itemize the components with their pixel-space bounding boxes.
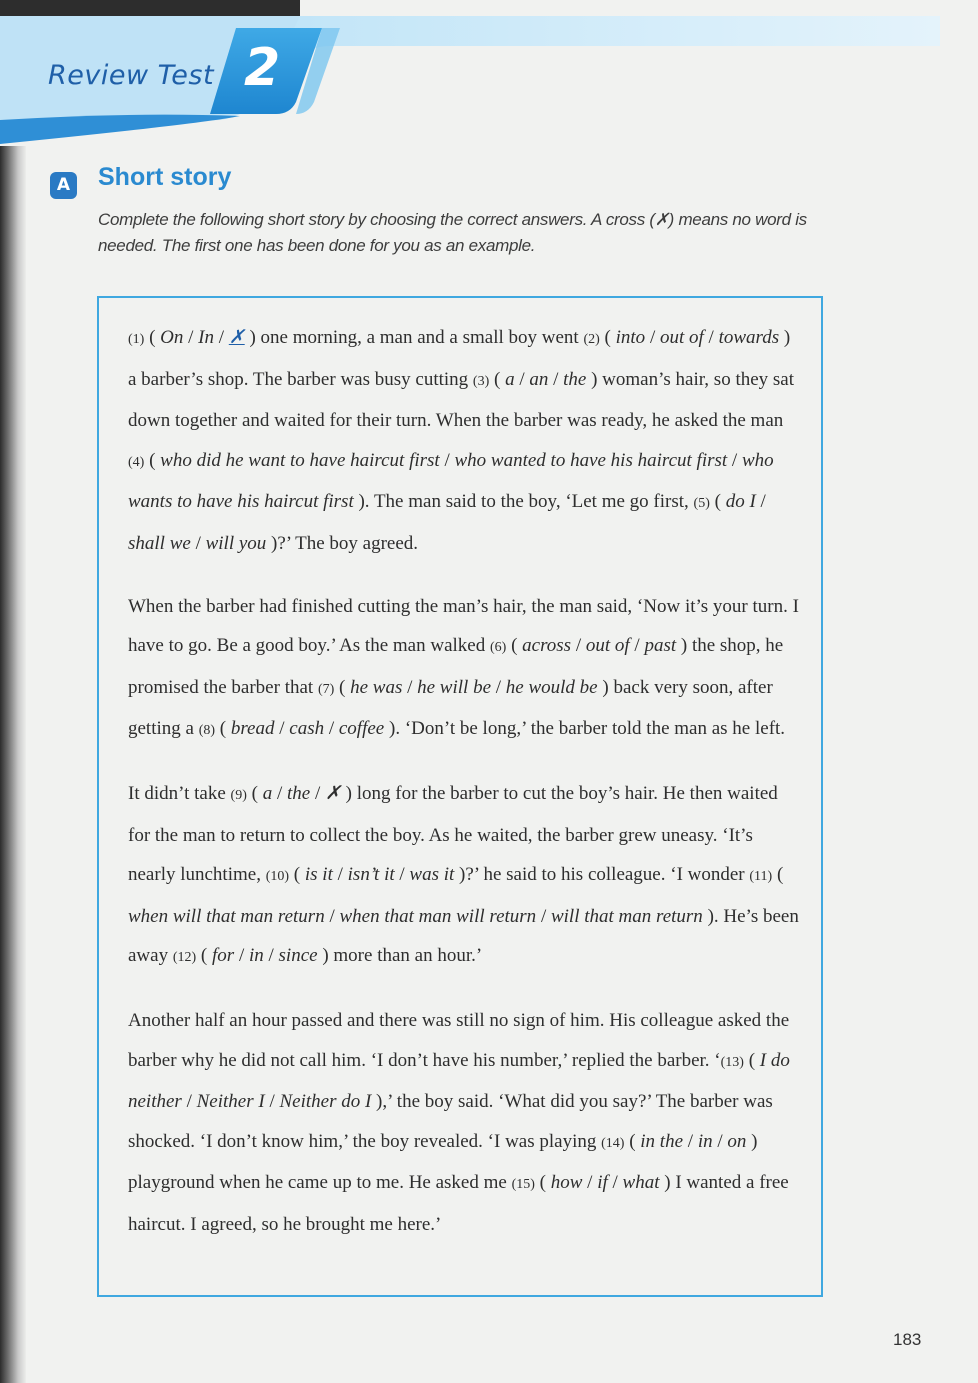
story-fragment: more than an hour.’ [328, 945, 483, 967]
option: the [286, 782, 311, 804]
story-paragraph-2: When the barber had finished cutting the man’s hair, the man said, ‘Now it’s your turn. I have to go. Be a good boy.’ As the man walked (6) ( across / out of / past ) the shop, he promised the barber that (7) ( he was / he will be / he would be ) back very soon, after getting a (8) ( bread / cash / coffee ). ‘Don’t be long,’ the barber told the man as he left. [128, 595, 799, 740]
story-fragment: ,’ the boy said. ‘What did you say?’ The barber was shocked. ‘I don’t know him,’ the boy revealed. ‘I was playing [128, 1091, 773, 1152]
story-fragment: the shop, he promised the barber that [128, 635, 784, 698]
story-fragment: Another half an hour passed and there was still no sign of him. His colleague asked the barber why he did not call him. ‘I don’t have his number,’ replied the barber. ‘ [128, 1009, 790, 1071]
option: who wants to have his haircut first [128, 449, 774, 513]
option: ✗ [324, 782, 341, 804]
option-answer: ✗ [228, 327, 245, 348]
option: towards [718, 327, 780, 348]
story-paragraph-1: (1) ( On / In / ✗ ) one morning, a man and a small boy went (2) ( into / out of / towards ) a barber’s shop. The barber was busy cutting (3) ( a / an / the ) woman’s hair, so they sat down together and waited for their turn. When the barber was ready, he asked the man (4) ( who did he want to have haircut first / who wanted to have his haircut first / who wants to have his haircut first ). The man said to the boy, ‘Let me go first, (5) ( do I / shall we / will you )?’ The boy agreed. [128, 327, 795, 554]
instructions-text: Complete the following short story by choosing the correct answers. A cross (✗) means no word is needed. The first one has been done for you as an example. [98, 210, 807, 255]
option: for [212, 945, 235, 967]
story-fragment: ?’ The boy agreed. [277, 532, 419, 554]
option: how [550, 1172, 583, 1194]
story-fragment: ?’ he said to his colleague. ‘I wonder [465, 864, 750, 886]
option: what [622, 1172, 660, 1194]
story-paragraph-3: It didn’t take (9) ( a / the / ✗ ) long for the barber to cut the boy’s hair. He then waited for the man to return to collect the boy. As he waited, the barber grew uneasy. ‘It’s nearly lunchtime, (10) ( is it / isn’t it / was it )?’ he said to his colleague. ‘I wonder (11) ( when will that man return / when that man will return / will that man return ). He’s been away (12) ( for / in / since ) more than an hour.’ [128, 782, 799, 967]
story-fragment: one morning, a man and a small boy went [255, 327, 584, 348]
option: a [505, 368, 515, 390]
question-number: (13) [720, 1054, 744, 1070]
question-number: (1) [128, 332, 145, 347]
option: I do neither [128, 1049, 790, 1113]
question-number: (3) [472, 373, 490, 389]
question-number: (6) [489, 640, 507, 656]
story-fragment: a barber’s shop. The barber was busy cutting [128, 368, 473, 390]
book-spine-shadow [0, 0, 26, 1383]
option: Neither do I [279, 1091, 372, 1113]
question-number: (14) [601, 1135, 625, 1151]
option: he would be [505, 676, 598, 698]
option: who did he want to have haircut first [160, 449, 440, 471]
option: will you [205, 532, 267, 554]
option: in the [640, 1130, 684, 1152]
story-fragment: playground when he came up to me. He asked me [128, 1172, 512, 1194]
option: he was [350, 676, 403, 698]
question-number: (8) [198, 723, 216, 739]
option: do I [725, 491, 756, 513]
question-number: (9) [230, 787, 247, 803]
option: is it [304, 864, 333, 886]
option: out of [585, 635, 630, 657]
question-number: (11) [749, 869, 773, 885]
question-number: (7) [317, 681, 335, 697]
story-fragment: long for the barber to cut the boy’s hair. He then waited for the man to return to collect the boy. As he waited, the barber grew uneasy. ‘It’s nearly lunchtime, [128, 782, 778, 886]
option: on [727, 1130, 747, 1152]
question-number: (4) [128, 454, 145, 470]
option: in [248, 945, 264, 967]
page-number: 183 [893, 1330, 922, 1349]
section-title: Short story [98, 163, 232, 191]
option: past [644, 635, 677, 657]
option: into [615, 327, 646, 348]
option: cash [289, 718, 325, 740]
option: when will that man return [128, 905, 325, 927]
story-fragment: . The man said to the boy, ‘Let me go first, [364, 491, 694, 513]
question-number: (10) [265, 869, 290, 885]
option: across [522, 635, 572, 657]
option: an [529, 368, 549, 390]
option: who wanted to have his haircut first [454, 449, 728, 471]
option: shall we [128, 532, 191, 554]
story-fragment: When the barber had finished cutting the man’s hair, the man said, ‘Now it’s your turn. I have to go. Be a good boy.’ As the man walked [128, 595, 799, 657]
story-paragraph-4: Another half an hour passed and there was still no sign of him. His colleague asked the barber why he did not call him. ‘I don’t have his number,’ replied the barber. ‘(13) ( I do neither / Neither I / Neither do I ),’ the boy said. ‘What did you say?’ The barber was shocked. ‘I don’t know him,’ the boy revealed. ‘I was playing (14) ( in the / in / on ) playground when he came up to me. He asked me (15) ( how / if / what ) I wanted a free haircut. I agreed, so he brought me here.’ [128, 1009, 790, 1235]
option: a [262, 782, 273, 804]
option: the [563, 368, 587, 390]
option: In [198, 327, 214, 348]
question-number: (5) [693, 496, 710, 512]
test-number: 2 [244, 38, 281, 98]
option: coffee [338, 718, 385, 740]
option: was it [409, 864, 455, 886]
option: On [160, 327, 184, 348]
option: if [597, 1172, 608, 1194]
option: he will be [417, 676, 492, 698]
option: Neither I [196, 1091, 265, 1113]
section-badge: A [50, 172, 77, 199]
option: when that man will return [339, 905, 537, 927]
story-fragment: I wanted a free haircut. I agreed, so he brought me here.’ [128, 1172, 789, 1235]
question-number: (15) [511, 1177, 535, 1193]
story-fragment: woman’s hair, so they sat down together and waited for their turn. When the barber was ready, he asked the man [128, 368, 795, 432]
option: out of [659, 327, 704, 348]
story-fragment: . ‘Don’t be long,’ the barber told the man as he left. [395, 718, 786, 740]
option: since [278, 945, 318, 967]
option: in [697, 1130, 713, 1152]
option: will that man return [550, 905, 703, 927]
question-number: (2) [583, 332, 600, 347]
story-fragment: It didn’t take [128, 782, 231, 804]
option: isn’t it [347, 864, 395, 886]
story-text [128, 318, 800, 1267]
review-test-title: Review Test [48, 60, 215, 91]
story-fragment: back very soon, after getting a [128, 676, 773, 740]
option: bread [230, 718, 275, 740]
question-number: (12) [172, 950, 197, 966]
story-fragment: . He’s been away [128, 905, 799, 967]
